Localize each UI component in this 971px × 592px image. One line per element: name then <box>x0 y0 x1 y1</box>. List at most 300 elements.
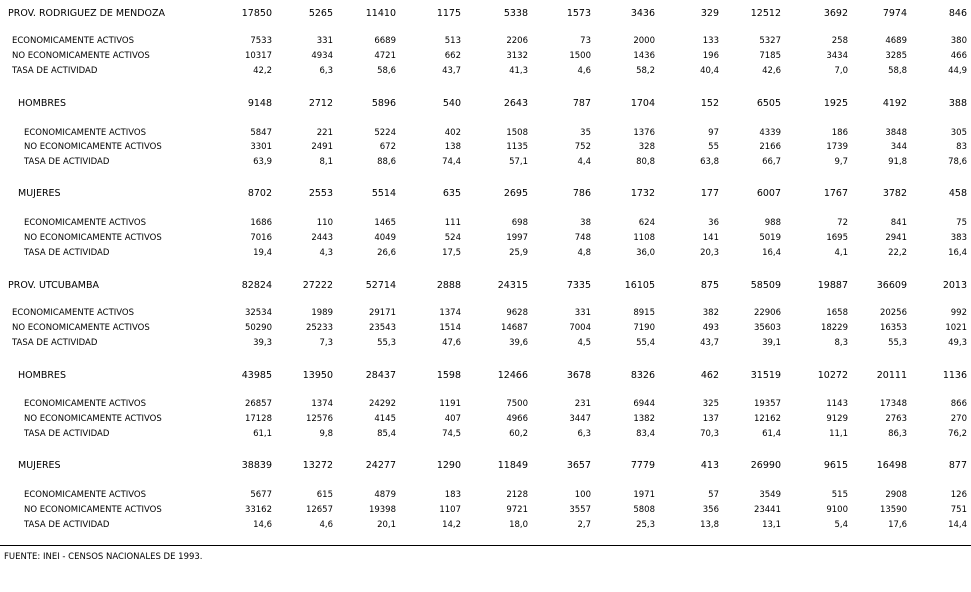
row-label: PROV. UTCUBAMBA <box>8 280 99 291</box>
row-label: NO ECONOMICAMENTE ACTIVOS <box>24 233 162 243</box>
table-cell: 74,4 <box>442 157 461 167</box>
table-cell: 325 <box>702 399 719 409</box>
table-cell: 2695 <box>503 188 528 199</box>
table-cell: 78,6 <box>948 157 967 167</box>
table-cell: 2128 <box>506 490 528 500</box>
table-cell: 1021 <box>945 323 967 333</box>
table-cell: 75 <box>956 218 967 228</box>
table-cell: 13,1 <box>762 520 781 530</box>
table-cell: 6689 <box>374 36 396 46</box>
table-cell: 35 <box>580 128 591 138</box>
table-cell: 26857 <box>244 399 272 409</box>
table-cell: 698 <box>511 218 528 228</box>
table-cell: 344 <box>890 142 907 152</box>
table-cell: 8326 <box>630 370 655 381</box>
table-cell: 47,6 <box>442 338 461 348</box>
table-cell: 3557 <box>569 505 591 515</box>
table-cell: 635 <box>442 188 461 199</box>
table-cell: 57 <box>708 490 719 500</box>
table-cell: 76,2 <box>948 429 967 439</box>
table-row <box>0 231 971 246</box>
table-cell: 6505 <box>756 98 781 109</box>
table-cell: 7185 <box>759 51 781 61</box>
table-cell: 5265 <box>308 8 333 19</box>
table-cell: 4,8 <box>577 248 591 258</box>
table-cell: 58,6 <box>377 66 396 76</box>
table-cell: 16498 <box>876 460 907 471</box>
table-cell: 24315 <box>497 280 528 291</box>
table-cell: 5338 <box>503 8 528 19</box>
table-cell: 9615 <box>823 460 848 471</box>
table-cell: 3657 <box>566 460 591 471</box>
table-cell: 1997 <box>506 233 528 243</box>
table-cell: 183 <box>444 490 461 500</box>
table-cell: 4879 <box>374 490 396 500</box>
table-cell: 39,1 <box>762 338 781 348</box>
table-cell: 877 <box>948 460 967 471</box>
table-cell: 846 <box>948 8 967 19</box>
table-cell: 786 <box>572 188 591 199</box>
table-cell: 2166 <box>759 142 781 152</box>
row-label: HOMBRES <box>18 98 66 109</box>
table-cell: 615 <box>316 490 333 500</box>
table-cell: 177 <box>700 188 719 199</box>
table-cell: 111 <box>444 218 461 228</box>
table-cell: 540 <box>442 98 461 109</box>
table-cell: 3434 <box>826 51 848 61</box>
group-row <box>0 96 971 111</box>
table-cell: 2643 <box>503 98 528 109</box>
table-cell: 5808 <box>633 505 655 515</box>
table-cell: 7779 <box>630 460 655 471</box>
table-cell: 1107 <box>439 505 461 515</box>
table-cell: 2763 <box>885 414 907 424</box>
table-cell: 5514 <box>371 188 396 199</box>
table-cell: 88,6 <box>377 157 396 167</box>
table-cell: 33162 <box>244 505 272 515</box>
table-row <box>0 155 971 170</box>
table-cell: 11,1 <box>829 429 848 439</box>
table-cell: 80,8 <box>636 157 655 167</box>
table-cell: 2712 <box>308 98 333 109</box>
table-cell: 9129 <box>826 414 848 424</box>
row-label: NO ECONOMICAMENTE ACTIVOS <box>24 142 162 152</box>
table-cell: 3782 <box>882 188 907 199</box>
table-cell: 9,8 <box>319 429 333 439</box>
table-row <box>0 503 971 518</box>
table-cell: 29171 <box>368 308 396 318</box>
table-cell: 1598 <box>436 370 461 381</box>
table-row <box>0 64 971 79</box>
table-cell: 5896 <box>371 98 396 109</box>
table-cell: 270 <box>950 414 967 424</box>
table-cell: 24277 <box>365 460 396 471</box>
table-cell: 20256 <box>879 308 907 318</box>
table-cell: 31519 <box>750 370 781 381</box>
table-cell: 12466 <box>497 370 528 381</box>
table-cell: 4,5 <box>577 338 591 348</box>
table-cell: 74,5 <box>442 429 461 439</box>
table-row <box>0 321 971 336</box>
table-cell: 61,4 <box>762 429 781 439</box>
table-cell: 38 <box>580 218 591 228</box>
table-cell: 3301 <box>250 142 272 152</box>
table-cell: 1500 <box>569 51 591 61</box>
table-cell: 9100 <box>826 505 848 515</box>
table-cell: 17,5 <box>442 248 461 258</box>
table-cell: 4689 <box>885 36 907 46</box>
table-cell: 2908 <box>885 490 907 500</box>
table-cell: 4966 <box>506 414 528 424</box>
table-cell: 4192 <box>882 98 907 109</box>
table-cell: 4,4 <box>577 157 591 167</box>
table-cell: 1989 <box>311 308 333 318</box>
table-cell: 1658 <box>826 308 848 318</box>
table-cell: 16105 <box>624 280 655 291</box>
table-cell: 36 <box>708 218 719 228</box>
table-cell: 672 <box>379 142 396 152</box>
table-cell: 16353 <box>879 323 907 333</box>
table-cell: 356 <box>702 505 719 515</box>
table-cell: 41,3 <box>509 66 528 76</box>
table-row <box>0 488 971 503</box>
row-label: TASA DE ACTIVIDAD <box>12 338 98 348</box>
table-cell: 26,6 <box>377 248 396 258</box>
table-cell: 61,1 <box>253 429 272 439</box>
row-label: TASA DE ACTIVIDAD <box>24 520 110 530</box>
table-cell: 524 <box>444 233 461 243</box>
table-cell: 407 <box>444 414 461 424</box>
table-cell: 329 <box>700 8 719 19</box>
table-cell: 4934 <box>311 51 333 61</box>
table-cell: 133 <box>702 36 719 46</box>
table-cell: 86,3 <box>888 429 907 439</box>
table-cell: 7190 <box>633 323 655 333</box>
table-cell: 196 <box>702 51 719 61</box>
table-cell: 12162 <box>753 414 781 424</box>
table-cell: 14,2 <box>442 520 461 530</box>
row-label: MUJERES <box>18 188 61 199</box>
table-cell: 1686 <box>250 218 272 228</box>
table-cell: 85,4 <box>377 429 396 439</box>
group-row <box>0 458 971 473</box>
table-cell: 57,1 <box>509 157 528 167</box>
table-cell: 787 <box>572 98 591 109</box>
table-cell: 22906 <box>753 308 781 318</box>
table-cell: 2443 <box>311 233 333 243</box>
table-cell: 16,4 <box>948 248 967 258</box>
table-cell: 4,3 <box>319 248 333 258</box>
table-cell: 19357 <box>753 399 781 409</box>
table-cell: 402 <box>444 128 461 138</box>
table-row <box>0 306 971 321</box>
table-cell: 841 <box>890 218 907 228</box>
table-cell: 44,9 <box>948 66 967 76</box>
table-row <box>0 246 971 261</box>
row-label: TASA DE ACTIVIDAD <box>12 66 98 76</box>
table-cell: 1704 <box>630 98 655 109</box>
table-cell: 7533 <box>250 36 272 46</box>
row-label: PROV. RODRIGUEZ DE MENDOZA <box>8 8 166 19</box>
row-label: ECONOMICAMENTE ACTIVOS <box>24 218 147 228</box>
table-cell: 36,0 <box>636 248 655 258</box>
row-label: TASA DE ACTIVIDAD <box>24 248 110 258</box>
table-cell: 1374 <box>439 308 461 318</box>
table-cell: 22,2 <box>888 248 907 258</box>
table-cell: 1382 <box>633 414 655 424</box>
table-cell: 26990 <box>750 460 781 471</box>
table-cell: 515 <box>831 490 848 500</box>
table-cell: 20,3 <box>700 248 719 258</box>
table-row <box>0 216 971 231</box>
table-cell: 3447 <box>569 414 591 424</box>
table-cell: 751 <box>950 505 967 515</box>
table-cell: 6,3 <box>577 429 591 439</box>
row-label: NO ECONOMICAMENTE ACTIVOS <box>24 505 162 515</box>
table-cell: 5019 <box>759 233 781 243</box>
table-cell: 58,8 <box>888 66 907 76</box>
table-cell: 39,6 <box>509 338 528 348</box>
table-cell: 138 <box>444 142 461 152</box>
table-cell: 2491 <box>311 142 333 152</box>
table-cell: 12576 <box>305 414 333 424</box>
table-cell: 66,7 <box>762 157 781 167</box>
table-cell: 4,1 <box>834 248 848 258</box>
table-cell: 60,2 <box>509 429 528 439</box>
table-cell: 17348 <box>879 399 907 409</box>
table-cell: 462 <box>700 370 719 381</box>
table-cell: 17,6 <box>888 520 907 530</box>
table-cell: 1108 <box>633 233 655 243</box>
table-cell: 992 <box>950 308 967 318</box>
table-cell: 73 <box>580 36 591 46</box>
table-cell: 9721 <box>506 505 528 515</box>
table-cell: 16,4 <box>762 248 781 258</box>
table-cell: 100 <box>574 490 591 500</box>
table-cell: 3848 <box>885 128 907 138</box>
table-cell: 258 <box>831 36 848 46</box>
table-cell: 10317 <box>244 51 272 61</box>
table-cell: 13272 <box>302 460 333 471</box>
table-cell: 72 <box>837 218 848 228</box>
row-label: TASA DE ACTIVIDAD <box>24 157 110 167</box>
table-cell: 1732 <box>630 188 655 199</box>
table-cell: 7500 <box>506 399 528 409</box>
group-row <box>0 186 971 201</box>
table-cell: 1695 <box>826 233 848 243</box>
province-row <box>0 278 971 293</box>
row-label: MUJERES <box>18 460 61 471</box>
table-cell: 624 <box>638 218 655 228</box>
table-cell: 58,2 <box>636 66 655 76</box>
table-cell: 1436 <box>633 51 655 61</box>
table-cell: 458 <box>948 188 967 199</box>
table-cell: 4339 <box>759 128 781 138</box>
table-cell: 55,3 <box>888 338 907 348</box>
table-cell: 331 <box>316 36 333 46</box>
table-cell: 466 <box>950 51 967 61</box>
table-cell: 331 <box>574 308 591 318</box>
table-cell: 1175 <box>436 8 461 19</box>
table-cell: 23543 <box>368 323 396 333</box>
row-label: ECONOMICAMENTE ACTIVOS <box>24 128 147 138</box>
table-cell: 9148 <box>247 98 272 109</box>
table-cell: 1191 <box>439 399 461 409</box>
table-cell: 52714 <box>365 280 396 291</box>
table-row <box>0 336 971 351</box>
table-cell: 8,3 <box>834 338 848 348</box>
table-cell: 17850 <box>241 8 272 19</box>
table-cell: 493 <box>702 323 719 333</box>
table-cell: 19,4 <box>253 248 272 258</box>
table-cell: 2553 <box>308 188 333 199</box>
group-row <box>0 368 971 383</box>
table-cell: 6,3 <box>319 66 333 76</box>
table-cell: 1573 <box>566 8 591 19</box>
table-cell: 1135 <box>506 142 528 152</box>
table-cell: 748 <box>574 233 591 243</box>
table-cell: 110 <box>316 218 333 228</box>
table-cell: 7004 <box>569 323 591 333</box>
row-label: ECONOMICAMENTE ACTIVOS <box>24 399 147 409</box>
table-cell: 1374 <box>311 399 333 409</box>
table-cell: 23441 <box>753 505 781 515</box>
table-cell: 221 <box>316 128 333 138</box>
row-label: NO ECONOMICAMENTE ACTIVOS <box>12 51 150 61</box>
table-cell: 55,3 <box>377 338 396 348</box>
table-cell: 20,1 <box>377 520 396 530</box>
table-cell: 12657 <box>305 505 333 515</box>
table-cell: 25,3 <box>636 520 655 530</box>
table-cell: 43985 <box>241 370 272 381</box>
table-cell: 5677 <box>250 490 272 500</box>
table-cell: 662 <box>444 51 461 61</box>
table-cell: 3436 <box>630 8 655 19</box>
row-label: NO ECONOMICAMENTE ACTIVOS <box>24 414 162 424</box>
table-cell: 14687 <box>500 323 528 333</box>
table-cell: 3285 <box>885 51 907 61</box>
table-cell: 152 <box>700 98 719 109</box>
source-note: FUENTE: INEI - CENSOS NACIONALES DE 1993. <box>4 552 203 562</box>
table-cell: 18,0 <box>509 520 528 530</box>
table-cell: 49,3 <box>948 338 967 348</box>
table-cell: 13,8 <box>700 520 719 530</box>
table-cell: 1739 <box>826 142 848 152</box>
table-cell: 8702 <box>247 188 272 199</box>
table-row <box>0 427 971 442</box>
table-cell: 4,6 <box>319 520 333 530</box>
table-row <box>0 126 971 141</box>
table-cell: 24292 <box>368 399 396 409</box>
table-cell: 186 <box>831 128 848 138</box>
table-cell: 6944 <box>633 399 655 409</box>
table-cell: 4721 <box>374 51 396 61</box>
table-cell: 1136 <box>942 370 967 381</box>
table-cell: 388 <box>948 98 967 109</box>
table-cell: 382 <box>702 308 719 318</box>
row-label: NO ECONOMICAMENTE ACTIVOS <box>12 323 150 333</box>
table-cell: 988 <box>764 218 781 228</box>
table-cell: 40,4 <box>700 66 719 76</box>
table-cell: 2888 <box>436 280 461 291</box>
table-cell: 8915 <box>633 308 655 318</box>
table-cell: 25233 <box>305 323 333 333</box>
table-cell: 14,4 <box>948 520 967 530</box>
row-label: ECONOMICAMENTE ACTIVOS <box>12 308 135 318</box>
table-cell: 8,1 <box>319 157 333 167</box>
table-row <box>0 412 971 427</box>
table-cell: 55,4 <box>636 338 655 348</box>
table-cell: 38839 <box>241 460 272 471</box>
table-cell: 5,4 <box>834 520 848 530</box>
table-cell: 752 <box>574 142 591 152</box>
row-label: HOMBRES <box>18 370 66 381</box>
table-cell: 866 <box>950 399 967 409</box>
table-cell: 4,6 <box>577 66 591 76</box>
table-cell: 42,2 <box>253 66 272 76</box>
table-cell: 63,9 <box>253 157 272 167</box>
table-cell: 3678 <box>566 370 591 381</box>
table-row <box>0 140 971 155</box>
table-cell: 4049 <box>374 233 396 243</box>
table-cell: 5327 <box>759 36 781 46</box>
table-cell: 2,7 <box>577 520 591 530</box>
table-cell: 39,3 <box>253 338 272 348</box>
table-cell: 18229 <box>820 323 848 333</box>
table-cell: 19887 <box>817 280 848 291</box>
row-label: ECONOMICAMENTE ACTIVOS <box>24 490 147 500</box>
table-cell: 1508 <box>506 128 528 138</box>
table-cell: 7335 <box>566 280 591 291</box>
table-cell: 19398 <box>368 505 396 515</box>
table-cell: 3132 <box>506 51 528 61</box>
table-cell: 97 <box>708 128 719 138</box>
table-cell: 513 <box>444 36 461 46</box>
table-cell: 28437 <box>365 370 396 381</box>
table-cell: 17128 <box>244 414 272 424</box>
table-cell: 12512 <box>750 8 781 19</box>
table-cell: 1514 <box>439 323 461 333</box>
table-cell: 1925 <box>823 98 848 109</box>
table-cell: 7016 <box>250 233 272 243</box>
table-cell: 43,7 <box>700 338 719 348</box>
table-cell: 2206 <box>506 36 528 46</box>
table-cell: 20111 <box>876 370 907 381</box>
table-cell: 9,7 <box>834 157 848 167</box>
table-cell: 58509 <box>750 280 781 291</box>
table-bottom-rule <box>0 545 971 546</box>
table-cell: 380 <box>950 36 967 46</box>
table-cell: 1143 <box>826 399 848 409</box>
table-cell: 36609 <box>876 280 907 291</box>
row-label: ECONOMICAMENTE ACTIVOS <box>12 36 135 46</box>
table-cell: 32534 <box>244 308 272 318</box>
row-label: TASA DE ACTIVIDAD <box>24 429 110 439</box>
table-cell: 328 <box>638 142 655 152</box>
table-cell: 50290 <box>244 323 272 333</box>
table-cell: 10272 <box>817 370 848 381</box>
table-cell: 6007 <box>756 188 781 199</box>
table-cell: 3692 <box>823 8 848 19</box>
table-cell: 14,6 <box>253 520 272 530</box>
table-cell: 1767 <box>823 188 848 199</box>
table-cell: 42,6 <box>762 66 781 76</box>
table-cell: 1971 <box>633 490 655 500</box>
table-cell: 5224 <box>374 128 396 138</box>
table-cell: 7974 <box>882 8 907 19</box>
table-row <box>0 518 971 533</box>
table-cell: 27222 <box>302 280 333 291</box>
